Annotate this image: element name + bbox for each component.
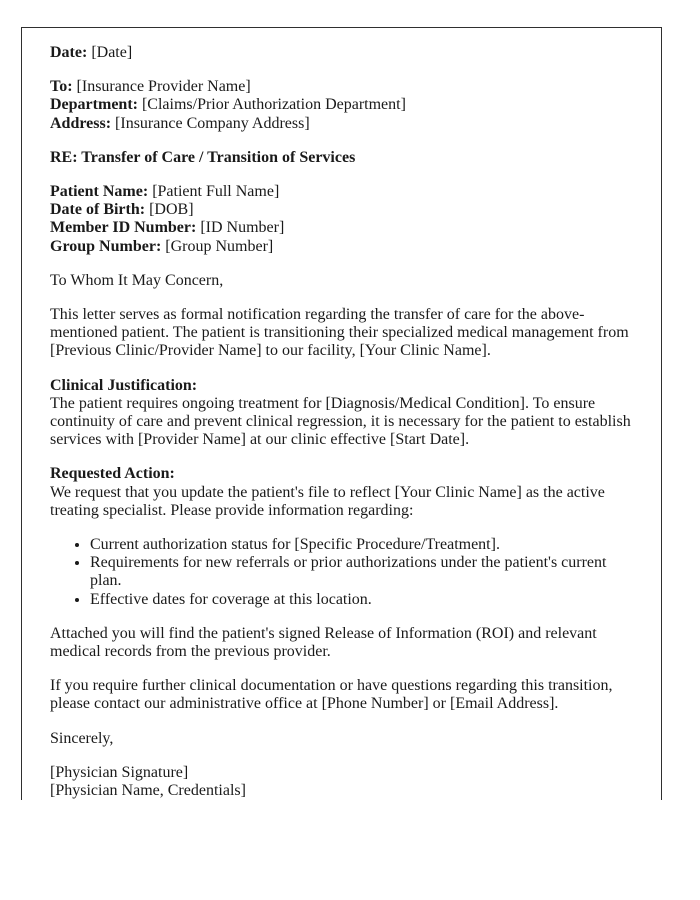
request-list [50,536,633,609]
dob-value: [DOB] [149,201,194,219]
to-value: [Insurance Provider Name] [76,78,251,96]
address-value: [Insurance Company Address] [115,114,310,132]
subject-line: RE: Transfer of Care / Transition of Services [50,148,356,166]
date-line [50,44,633,62]
physician-signature-line: [Physician Signature] [50,763,189,781]
address-label: Address: [50,114,112,132]
attachment-paragraph: Attached you will find the patient's signed Release of Information (ROI) and relevant medical records from the previous provider. [50,624,597,661]
dob-label: Date of Birth: [50,201,146,219]
group-number-value: [Group Number] [165,237,274,255]
letter-document [21,27,662,800]
member-id-value: [ID Number] [200,219,285,237]
department-value: [Claims/Prior Authorization Department] [141,96,406,114]
salutation: To Whom It May Concern, [50,271,224,289]
recipient-block [50,78,633,133]
patient-name-label: Patient Name: [50,183,149,201]
clinical-justification-heading: Clinical Justification: [50,376,198,394]
date-label: Date: [50,44,88,61]
to-label: To: [50,78,73,96]
list-item: • Requirements for new referrals or prior authorizations under the patient's current plan. [90,554,633,590]
requested-action-body: We request that you update the patient's file to reflect [Your Clinic Name] as the active treating specialist. Please provide information regarding: [50,483,605,519]
contact-paragraph: If you require further clinical documentation or have questions regarding this transition, please contact our administrative office at [Phone Number] or [Email Address]. [50,677,613,713]
list-item: • Effective dates for coverage at this location. [90,591,633,609]
patient-info-block [50,183,633,256]
group-number-label: Group Number: [50,237,162,255]
requested-action-heading: Requested Action: [50,465,175,483]
department-label: Department: [50,96,138,114]
clinical-justification-section [50,377,633,450]
patient-name-value: [Patient Full Name] [152,183,280,201]
clinical-justification-body: The patient requires ongoing treatment for [Diagnosis/Medical Condition]. To ensure continuity of care and prevent clinical regression, it is necessary for the patient to establish services with [Provider Name] at our clinic effective [Start Date]. [50,394,631,449]
requested-action-section [50,465,633,520]
intro-paragraph: This letter serves as formal notification regarding the transfer of care for the above-mentioned patient. The patient is transitioning their specialized medical management from [Previous Clinic/Provider Name] to our facility, [Your Clinic Name]. [50,306,629,360]
signature-block [50,764,633,800]
list-item: • Current authorization status for [Specific Procedure/Treatment]. [90,536,633,554]
date-value: [Date] [91,44,133,61]
closing: Sincerely, [50,729,114,747]
physician-name-line: [Physician Name, Credentials] [50,782,246,800]
member-id-label: Member ID Number: [50,219,197,237]
